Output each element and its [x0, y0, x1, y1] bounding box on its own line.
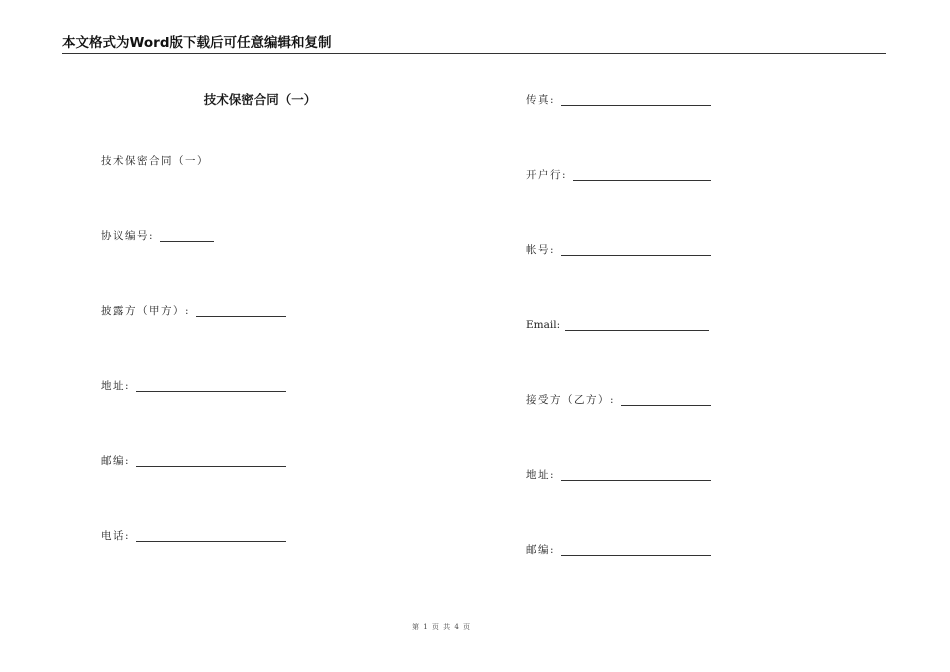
field-disclosing-party: [101, 305, 287, 319]
field-label: 传真:: [526, 94, 556, 106]
field-label: 帐号:: [526, 244, 556, 256]
page-footer: 第 1 页 共 4 页: [411, 623, 472, 631]
blank-line[interactable]: [136, 466, 286, 467]
field-label: 接受方（乙方）:: [526, 394, 616, 406]
field-email: [526, 319, 712, 333]
field-postcode-b: [526, 544, 712, 558]
blank-line[interactable]: [561, 105, 711, 106]
field-label: Email:: [526, 319, 561, 331]
blank-line[interactable]: [136, 391, 286, 392]
field-receiving-party: [526, 394, 712, 408]
field-postcode-a: [101, 455, 287, 469]
field-label: 开户行:: [526, 169, 568, 181]
page-header: [62, 36, 886, 54]
field-fax: [526, 94, 712, 108]
blank-line[interactable]: [136, 541, 286, 542]
field-label: 地址:: [526, 469, 556, 481]
field-label: 披露方（甲方）:: [101, 305, 191, 317]
blank-line[interactable]: [160, 241, 214, 242]
document-subtitle: 技术保密合同（一）: [101, 155, 209, 167]
field-label: 邮编:: [101, 455, 131, 467]
field-account: [526, 244, 712, 258]
document-title: 技术保密合同（一）: [203, 92, 317, 107]
field-address-a: [101, 380, 287, 394]
blank-line[interactable]: [561, 255, 711, 256]
field-address-b: [526, 469, 712, 483]
field-agreement-number: [101, 230, 216, 244]
field-bank: [526, 169, 712, 183]
header-text: 本文格式为Word版下载后可任意编辑和复制: [62, 35, 332, 51]
blank-line[interactable]: [573, 180, 711, 181]
field-phone: [101, 530, 287, 544]
blank-line[interactable]: [565, 330, 709, 331]
field-label: 电话:: [101, 530, 131, 542]
blank-line[interactable]: [561, 555, 711, 556]
blank-line[interactable]: [196, 316, 286, 317]
field-label: 协议编号:: [101, 230, 155, 242]
blank-line[interactable]: [561, 480, 711, 481]
field-label: 邮编:: [526, 544, 556, 556]
field-label: 地址:: [101, 380, 131, 392]
blank-line[interactable]: [621, 405, 711, 406]
